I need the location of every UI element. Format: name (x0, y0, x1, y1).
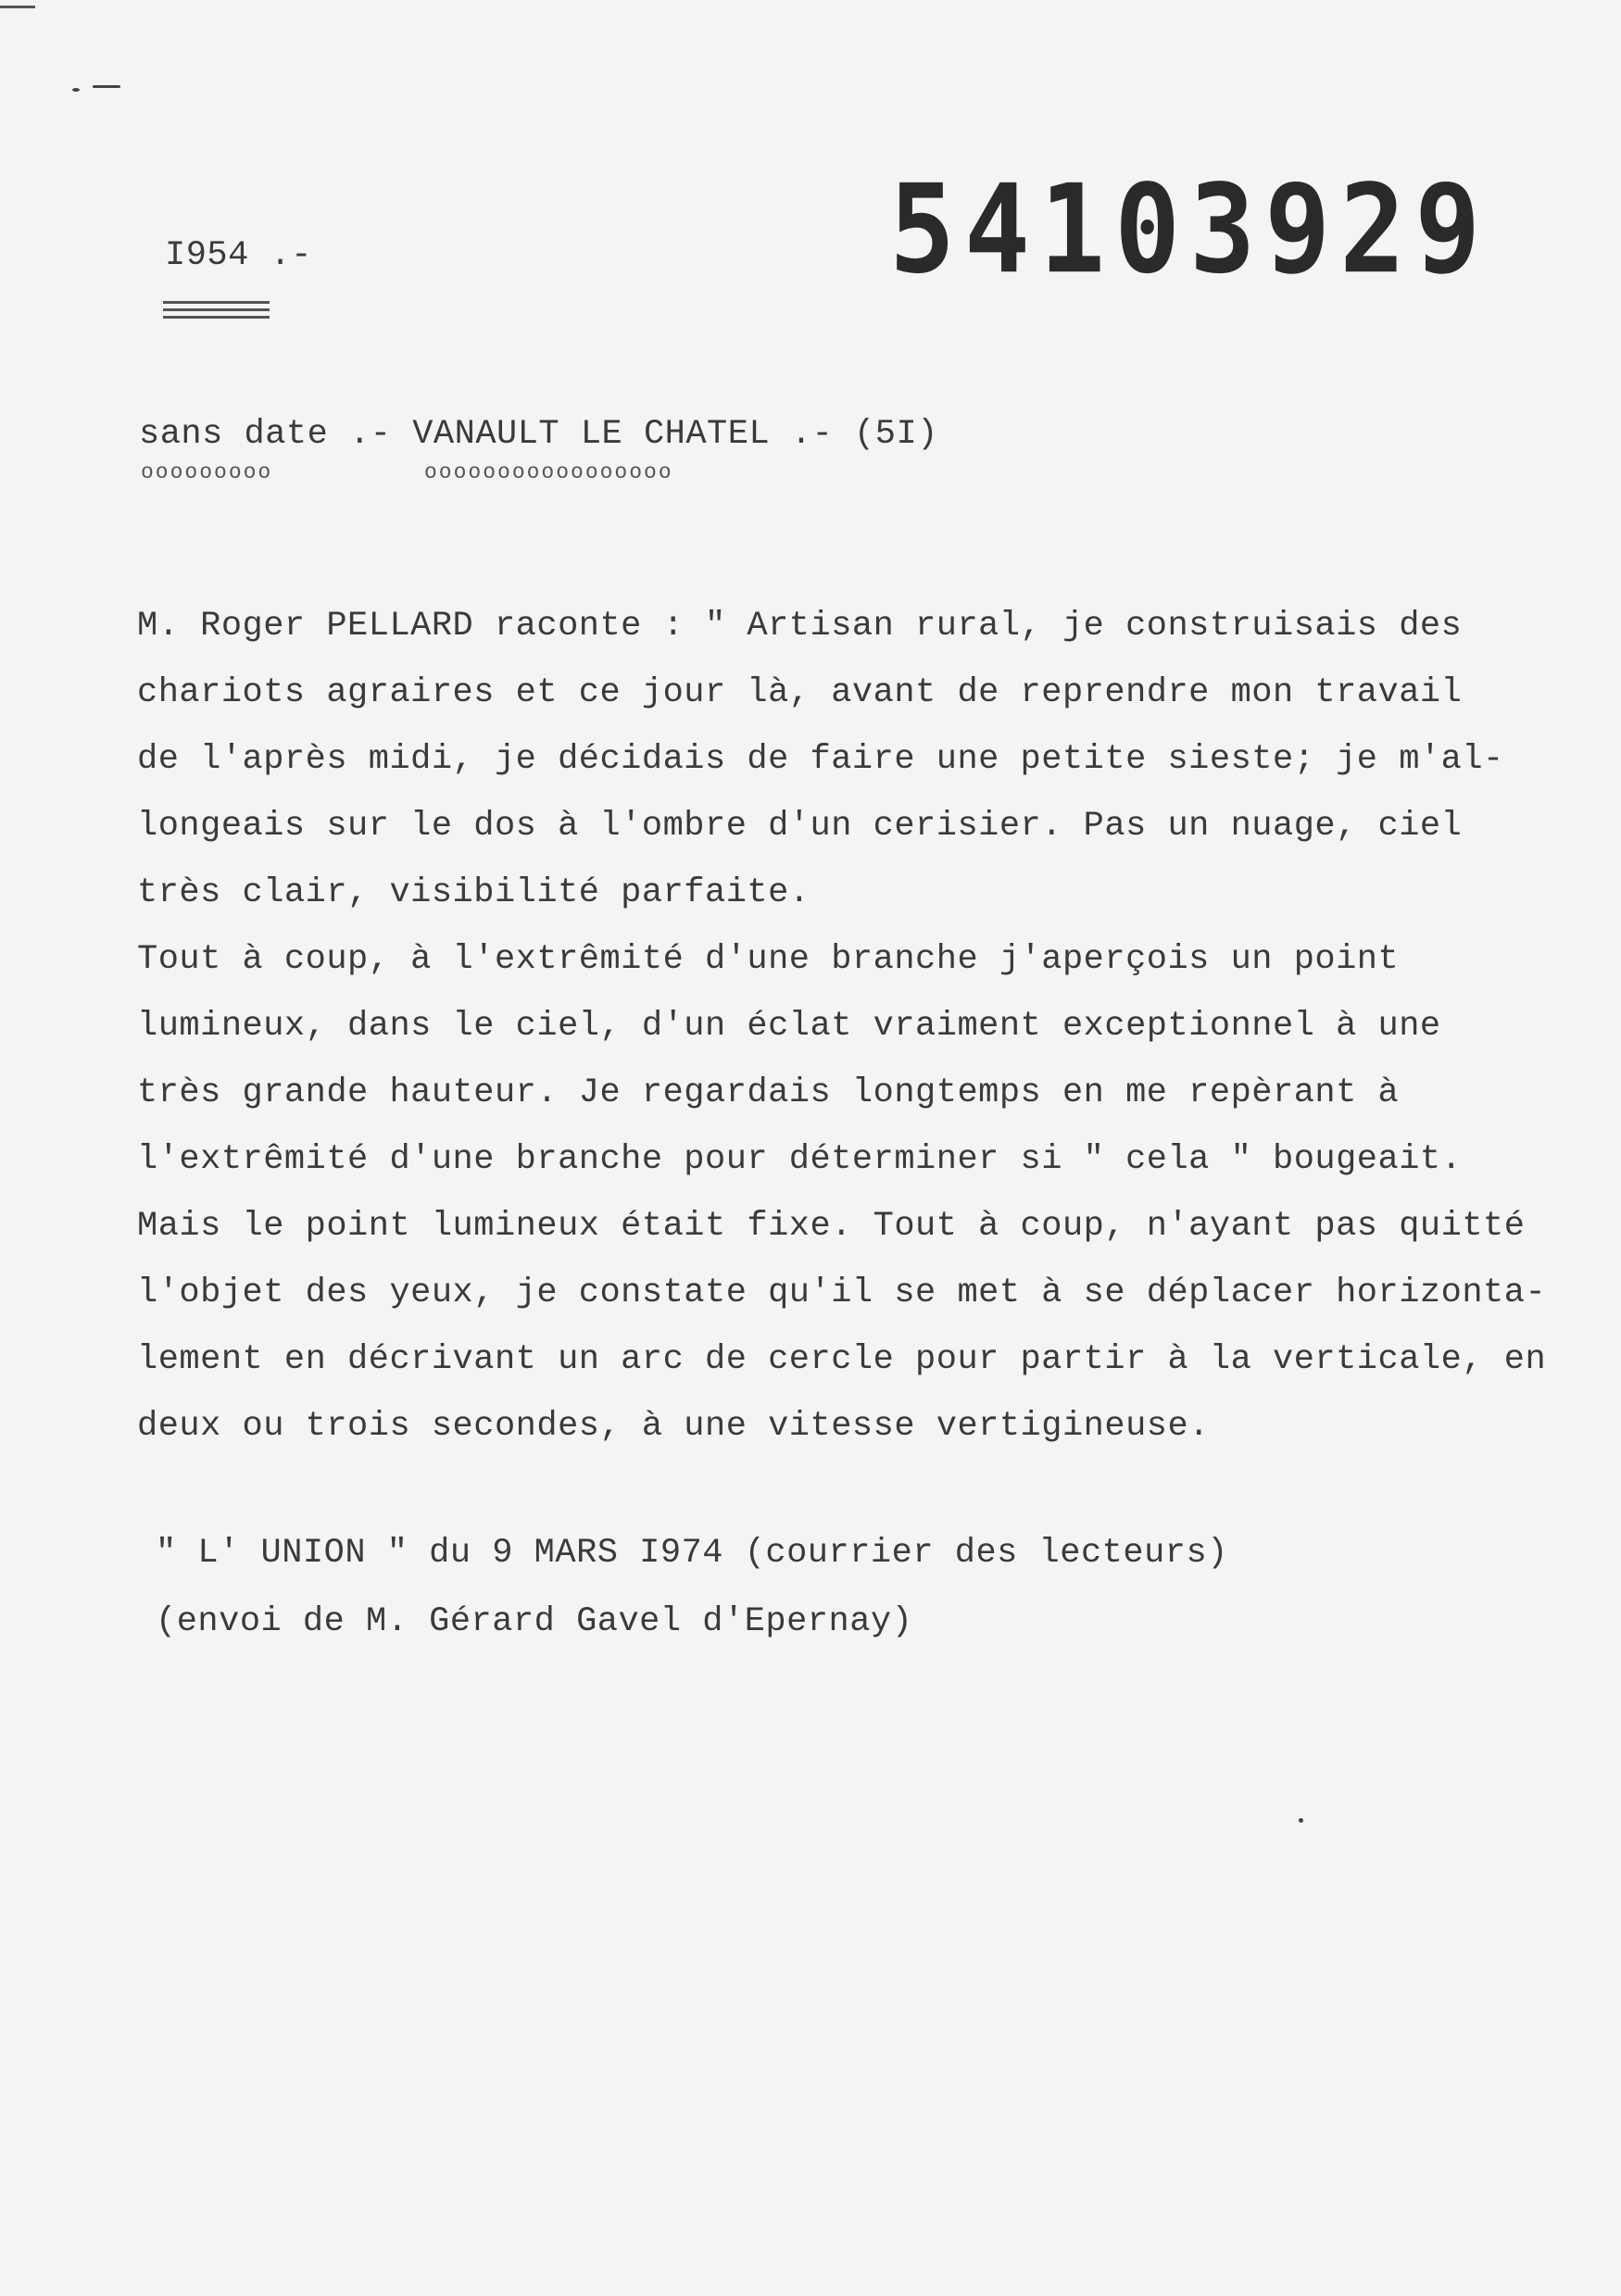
scan-speck (72, 88, 80, 92)
testimony-body (137, 593, 1601, 1460)
date-text: sans date (139, 415, 329, 454)
archive-number-stamp: 54103929 (889, 157, 1490, 301)
department-number: (5I) (854, 415, 938, 454)
document-year: I954 .- (165, 236, 312, 275)
dateline-separator: .- (349, 415, 392, 454)
year-underline (163, 301, 270, 304)
year-underline (163, 316, 270, 319)
body-line: lement en décrivant un arc de cercle pour partir à la verticale, en (137, 1340, 1547, 1379)
scan-speck (1299, 1818, 1303, 1823)
scan-edge-mark (0, 6, 35, 8)
year-underline (163, 308, 270, 311)
body-line: Tout à coup, à l'extrêmité d'une branche j'aperçois un point (137, 940, 1400, 979)
source-line: " L' UNION " du 9 MARS I974 (courrier des lecteurs) (156, 1534, 1228, 1573)
place-underline: ooooooooooooooooo (424, 460, 673, 484)
body-line: longeais sur le dos à l'ombre d'un cerisier. Pas un nuage, ciel (137, 807, 1463, 846)
body-line: lumineux, dans le ciel, d'un éclat vraiment exceptionnel à une (137, 1007, 1441, 1046)
source-line: (envoi de M. Gérard Gavel d'Epernay) (156, 1602, 913, 1641)
date-underline: ooooooooo (141, 460, 273, 484)
body-line: Mais le point lumineux était fixe. Tout à coup, n'ayant pas quitté (137, 1207, 1526, 1246)
scan-speck (93, 85, 120, 88)
place-name: VANAULT LE CHATEL (412, 415, 771, 454)
body-line: chariots agraires et ce jour là, avant de reprendre mon travail (137, 673, 1463, 712)
body-line: l'objet des yeux, je constate qu'il se met à se déplacer horizonta- (137, 1273, 1547, 1312)
body-line: deux ou trois secondes, à une vitesse vertigineuse. (137, 1407, 1210, 1446)
dateline-separator: .- (790, 415, 834, 454)
body-line: très clair, visibilité parfaite. (137, 873, 810, 912)
source-citation (156, 1519, 1228, 1656)
body-line: l'extrêmité d'une branche pour déterminer si " cela " bougeait. (137, 1140, 1463, 1179)
dateline (139, 415, 938, 454)
body-line: de l'après midi, je décidais de faire une petite sieste; je m'al- (137, 740, 1504, 779)
body-line: M. Roger PELLARD raconte : " Artisan rural, je construisais des (137, 607, 1463, 646)
body-line: très grande hauteur. Je regardais longtemps en me repèrant à (137, 1073, 1400, 1112)
